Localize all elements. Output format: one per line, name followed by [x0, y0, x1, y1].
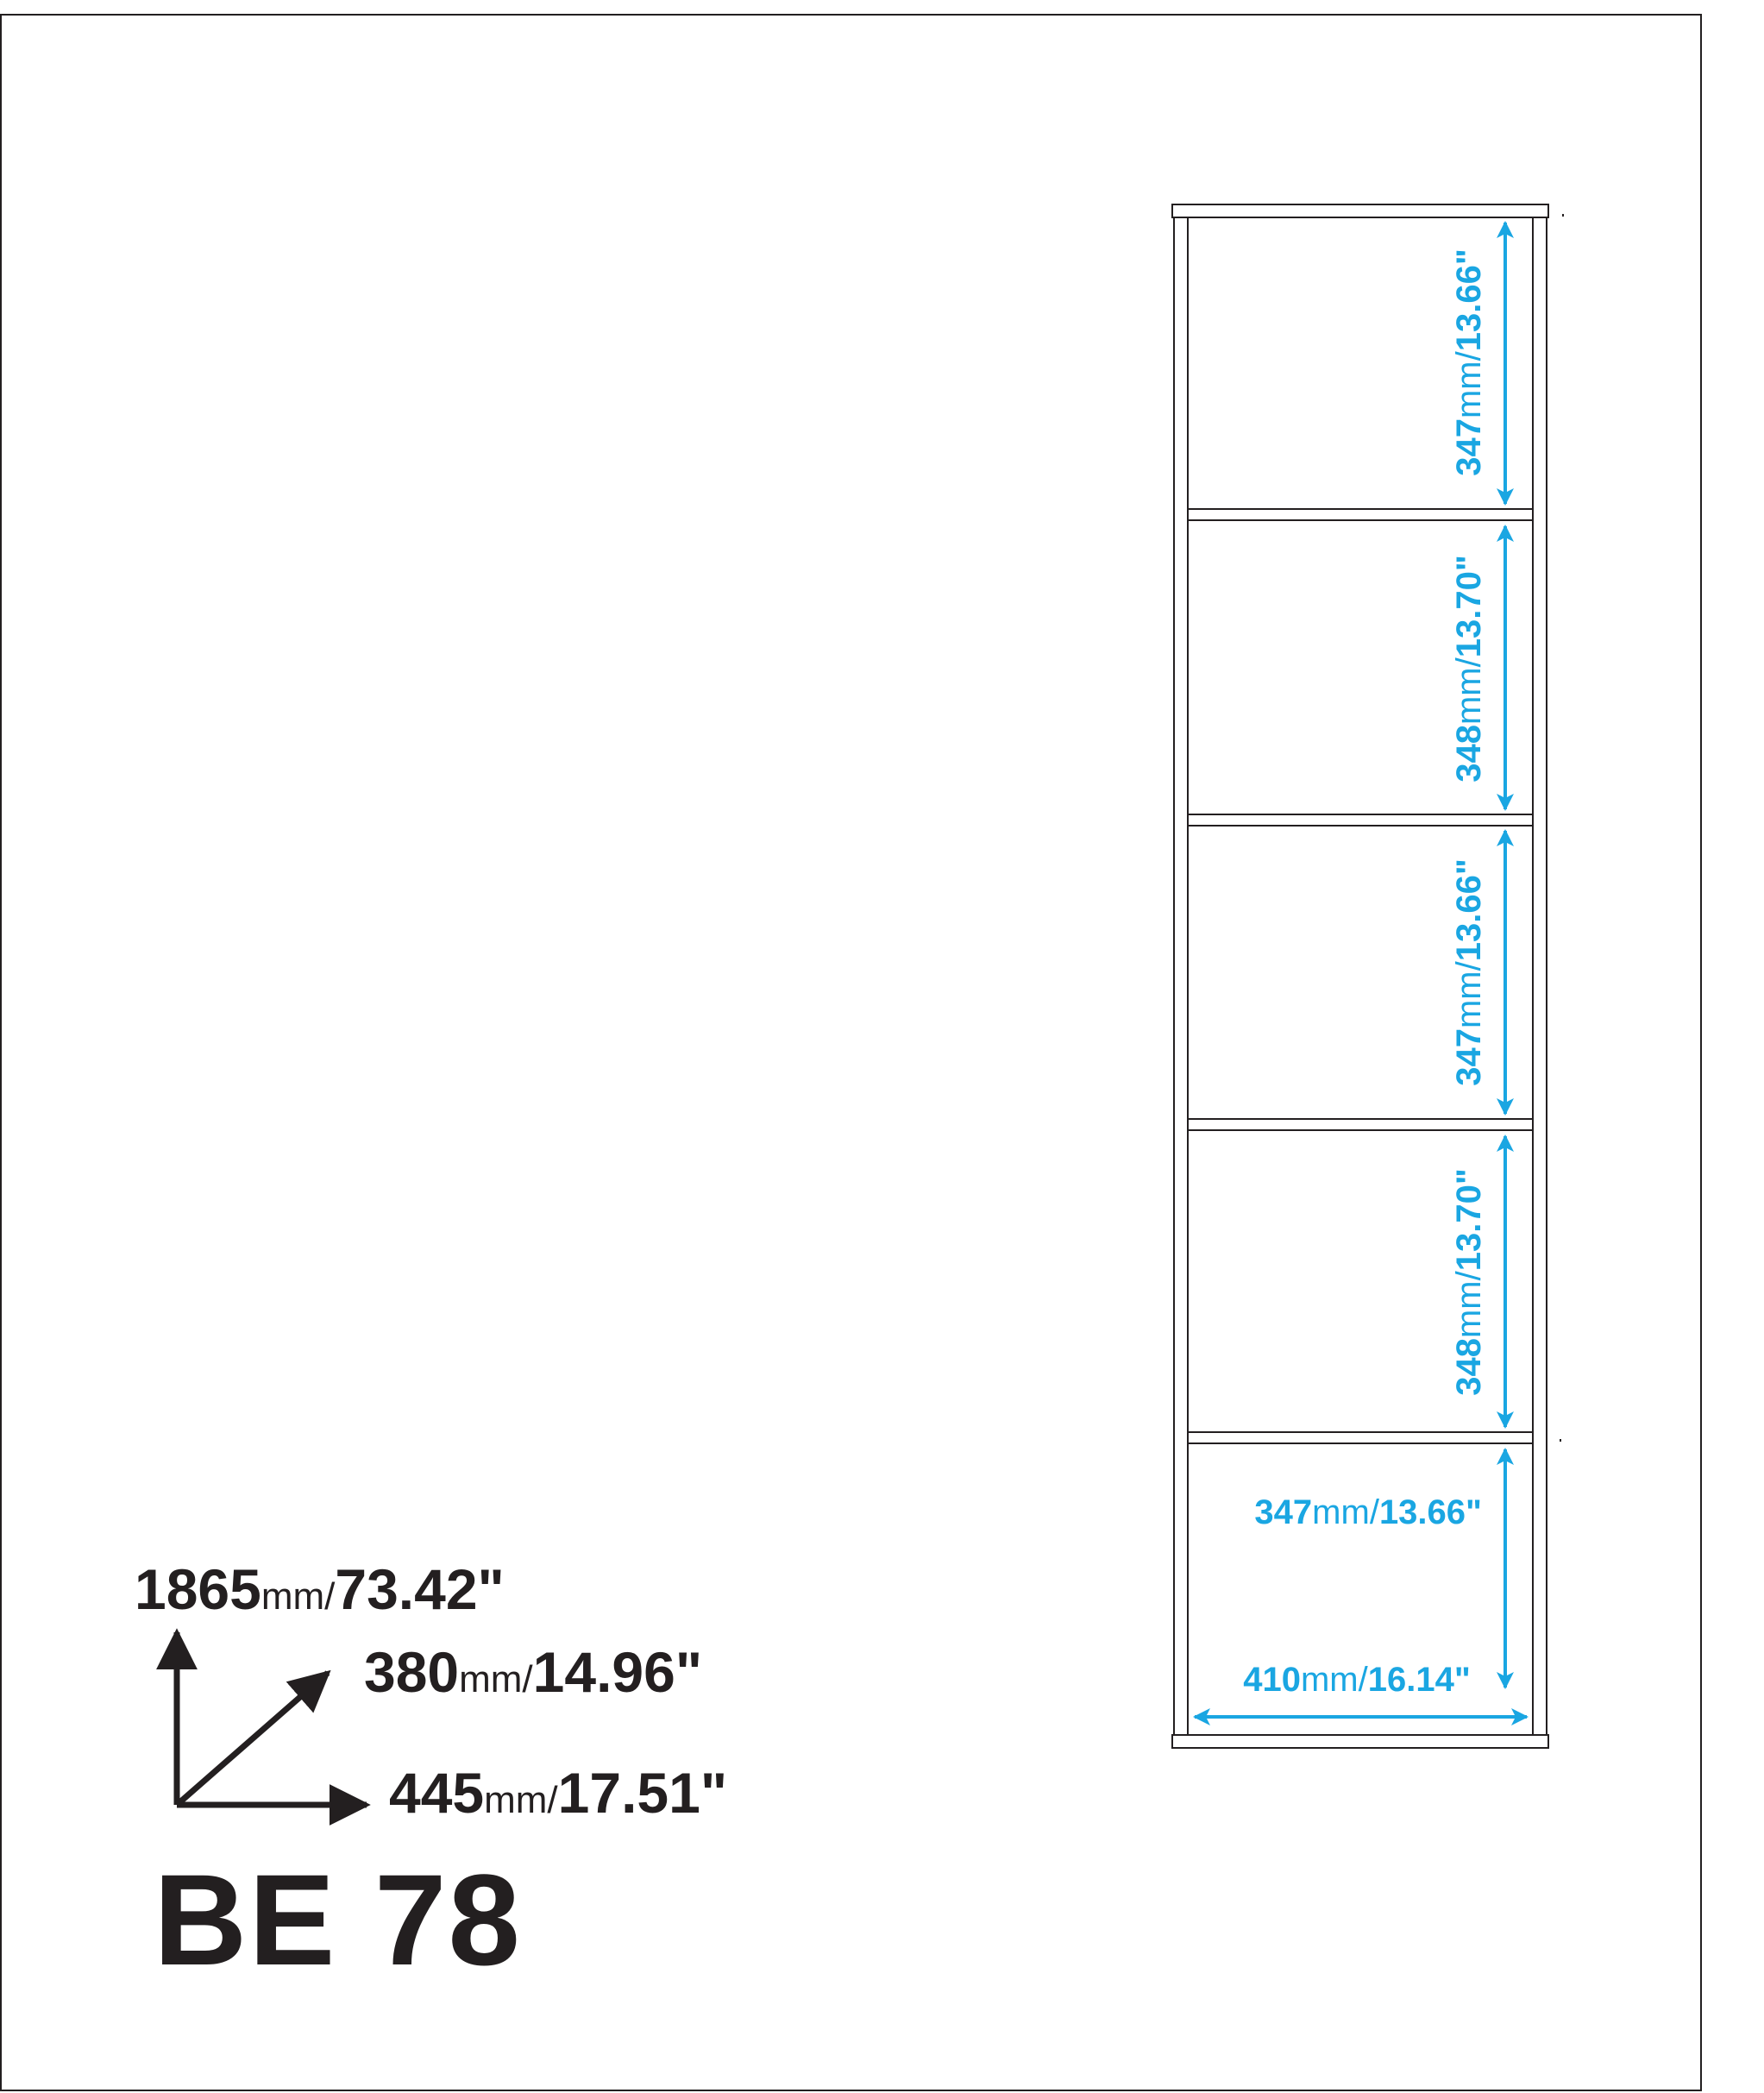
shelf-3-label: 347mm/13.66": [1450, 858, 1488, 1086]
shelf-board: [1188, 1432, 1533, 1443]
shelf-board: [1188, 1119, 1533, 1130]
shelf-board: [1188, 814, 1533, 826]
shelf-5-label: 347mm/13.66": [1254, 1493, 1482, 1531]
top-panel: [1172, 204, 1548, 217]
overall-height-label: 1865mm/73.42": [135, 1557, 505, 1621]
overall-width-label: 445mm/17.51": [389, 1761, 728, 1825]
tick-mark: [1562, 214, 1564, 217]
tick-mark: [1560, 1439, 1561, 1442]
shelf-2-label: 348mm/13.70": [1450, 555, 1488, 783]
model-code: BE 78: [154, 1847, 522, 1992]
shelf-1-label: 347mm/13.66": [1450, 248, 1488, 476]
shelf-4-label: 348mm/13.70": [1450, 1168, 1488, 1396]
page-border: [1, 15, 1701, 2090]
depth-axis-arrow: [177, 1673, 328, 1805]
axes-symbol: [177, 1632, 367, 1805]
overall-depth-label: 380mm/14.96": [364, 1640, 703, 1704]
shelf-board: [1188, 509, 1533, 520]
bottom-panel: [1172, 1735, 1548, 1748]
inner-width-label: 410mm/16.14": [1243, 1661, 1471, 1699]
